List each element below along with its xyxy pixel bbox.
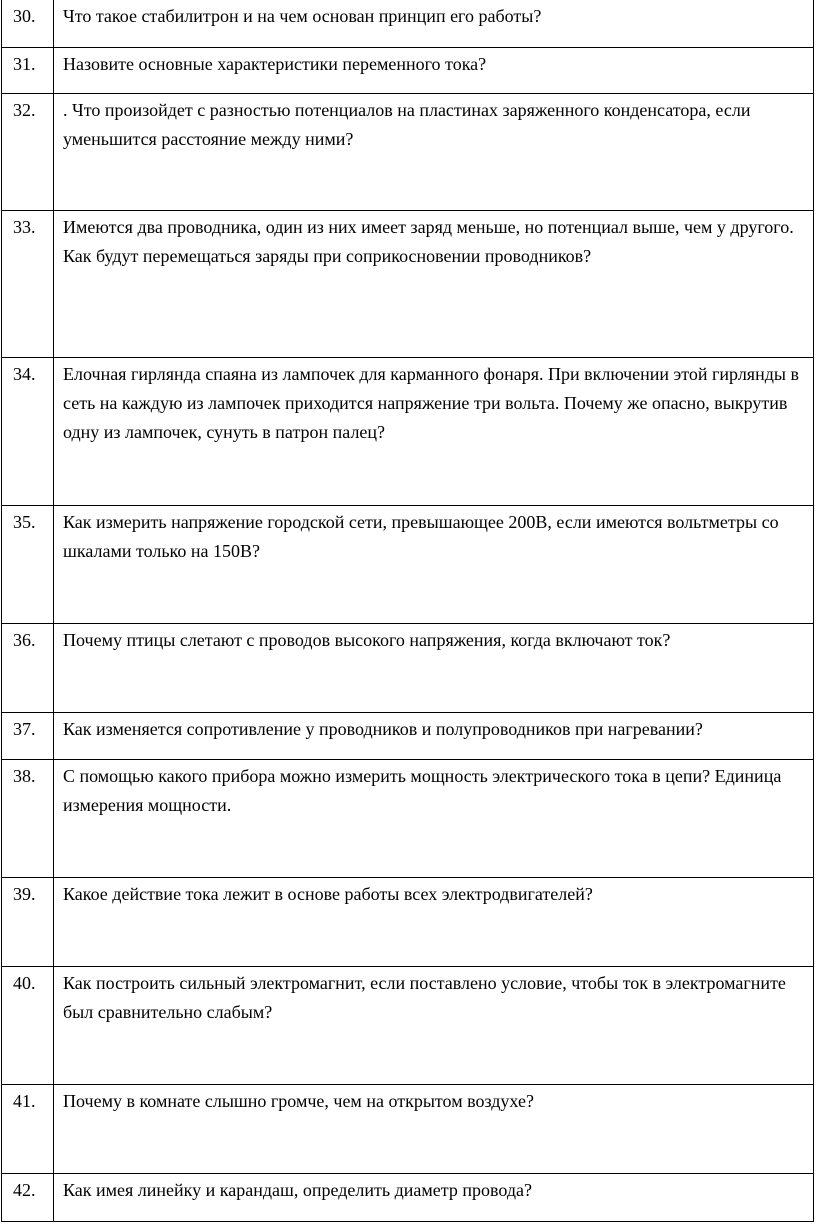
table-row [2,760,814,878]
question-number: 42. [2,1174,54,1222]
question-text: Елочная гирлянда спаяна из лампочек для карманного фонаря. При включении этой гирлянды в сеть на каждую из лампочек приходится напряжение три вольта. Почему же опасно, выкрутив одну из лампочек, сунуть в патрон палец? [54,358,814,506]
question-number: 31. [2,48,54,94]
question-text: Как изменяется сопротивление у проводников и полупроводников при нагревании? [54,713,814,760]
table-row [2,506,814,624]
question-text: Какое действие тока лежит в основе работы всех электродвигателей? [54,878,814,967]
question-text: Что такое стабилитрон и на чем основан принцип его работы? [54,0,814,48]
table-row [2,0,814,48]
question-text: Как измерить напряжение городской сети, превышающее 200В, если имеются вольтметры со шкалами только на 150В? [54,506,814,624]
question-text: Назовите основные характеристики переменного тока? [54,48,814,94]
table-row [2,624,814,713]
table-row [2,878,814,967]
question-number: 39. [2,878,54,967]
questions-table [1,0,814,1222]
table-row [2,1085,814,1174]
question-text: Почему в комнате слышно громче, чем на открытом воздухе? [54,1085,814,1174]
question-number: 36. [2,624,54,713]
table-row [2,94,814,211]
question-number: 40. [2,967,54,1085]
question-number: 41. [2,1085,54,1174]
table-row [2,967,814,1085]
question-number: 32. [2,94,54,211]
question-text: Как построить сильный электромагнит, если поставлено условие, чтобы ток в электромагните был сравнительно слабым? [54,967,814,1085]
question-number: 35. [2,506,54,624]
question-text: Почему птицы слетают с проводов высокого напряжения, когда включают ток? [54,624,814,713]
question-number: 37. [2,713,54,760]
table-row [2,48,814,94]
table-row [2,713,814,760]
question-text: С помощью какого прибора можно измерить мощность электрического тока в цепи? Единица измерения мощности. [54,760,814,878]
table-row [2,1174,814,1222]
question-number: 38. [2,760,54,878]
question-number: 33. [2,211,54,358]
question-text: . Что произойдет с разностью потенциалов на пластинах заряженного конденсатора, если уменьшится расстояние между ними? [54,94,814,211]
question-number: 34. [2,358,54,506]
table-row [2,358,814,506]
question-text: Как имея линейку и карандаш, определить диаметр провода? [54,1174,814,1222]
question-text: Имеются два проводника, один из них имеет заряд меньше, но потенциал выше, чем у другого. Как будут перемещаться заряды при соприкосновении проводников? [54,211,814,358]
question-number: 30. [2,0,54,48]
table-row [2,211,814,358]
